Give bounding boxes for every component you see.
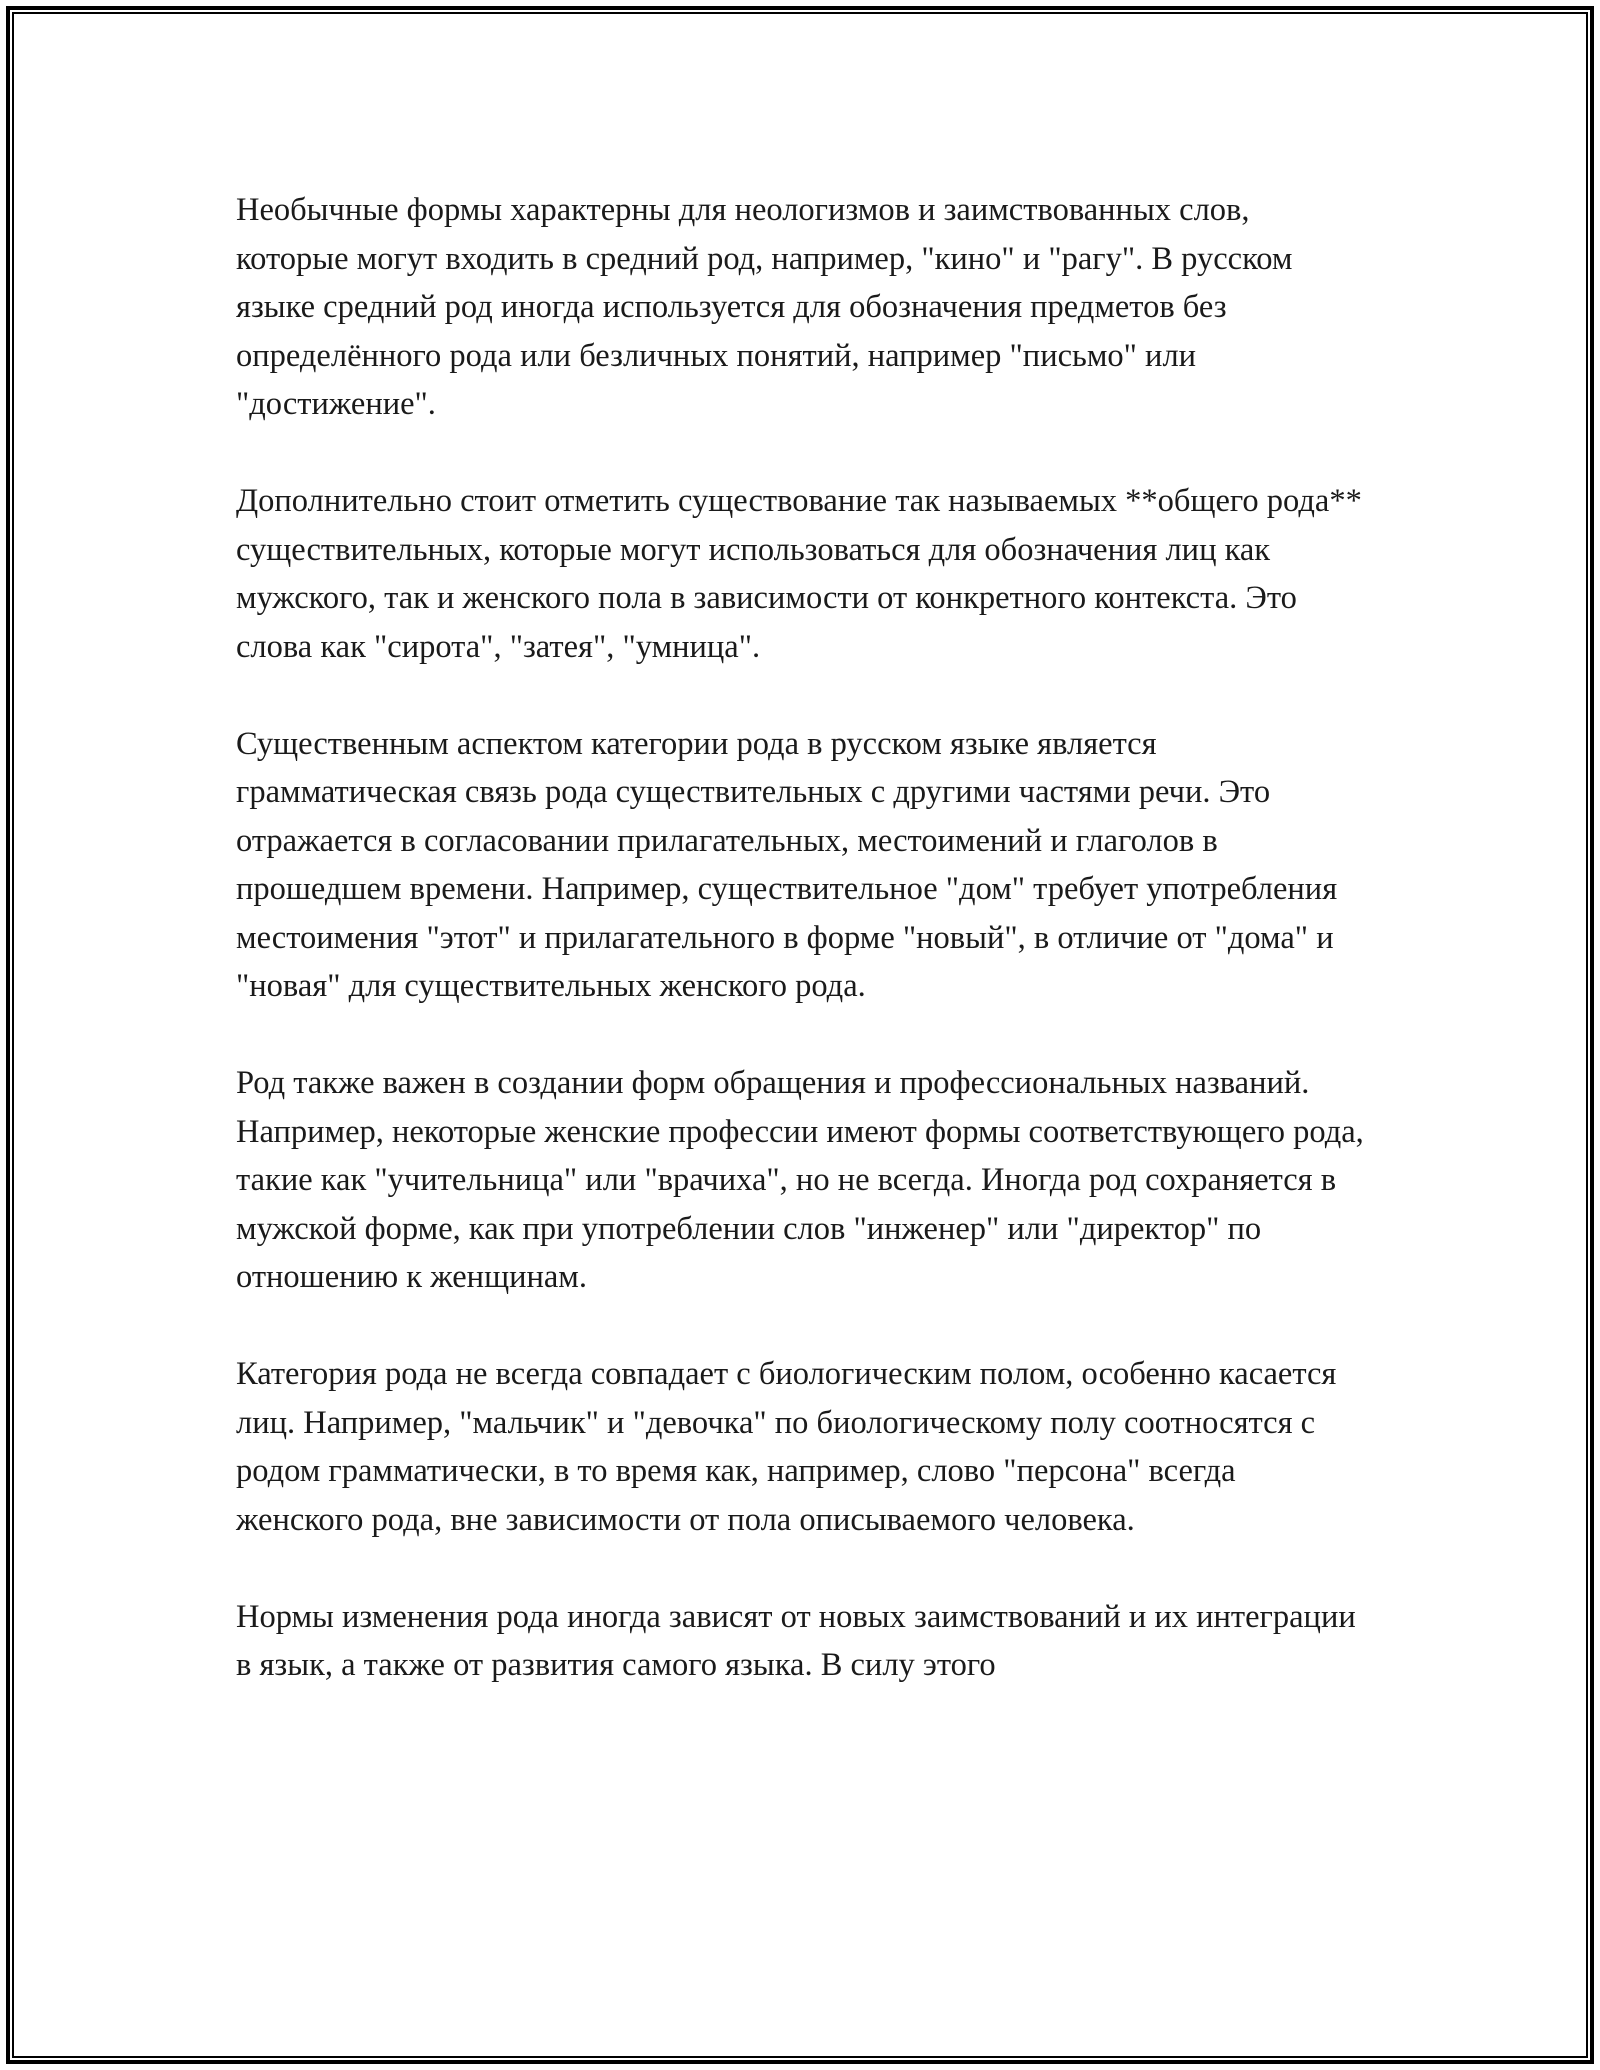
paragraph-gender-change-norms: Нормы изменения рода иногда зависят от новых заимствований и их интеграции в язык, а также от развития самого языка. В силу этого bbox=[236, 1598, 1356, 1683]
paragraph-neuter-gender: Необычные формы характерны для неологизмов и заимствованных слов, которые могут входить в средний род, например, "кино" и "рагу". В русском языке средний род иногда используется для обозначения предметов без определённого рода или безличных понятий, например "письмо" или "достижение". bbox=[236, 192, 1293, 422]
paragraph-professional-names: Род также важен в создании форм обращения и профессиональных названий. Например, некоторые женские профессии имеют формы соответствующего рода, такие как "учительница" или "врачиха", но не всегда. Иногда род сохраняется в мужской форме, как при употреблении слов "инженер" или "директор" по отношению к женщинам. bbox=[236, 1065, 1364, 1295]
paragraph-common-gender: Дополнительно стоит отметить существование так называемых **общего рода** существительных, которые могут использоваться для обозначения лиц как мужского, так и женского пола в зависимости от конкретного контекста. Это слова как "сирота", "затея", "умница". bbox=[236, 483, 1362, 665]
paragraph-grammatical-agreement: Существенным аспектом категории рода в русском языке является грамматическая связь рода существительных с другими частями речи. Это отражается в согласовании прилагательных, местоимений и глаголов в прошедшем времени. Например, существительное "дом" требует употребления местоимения "этот" и прилагательного в форме "новый", в отличие от "дома" и "новая" для существительных женского рода. bbox=[236, 725, 1338, 1004]
paragraph-biological-sex: Категория рода не всегда совпадает с биологическим полом, особенно касается лиц. Например, "мальчик" и "девочка" по биологическому полу соотносятся с родом грамматически, в то время как, например, слово "персона" всегда женского рода, вне зависимости от пола описываемого человека. bbox=[236, 1356, 1337, 1538]
document-body bbox=[236, 186, 1366, 1690]
